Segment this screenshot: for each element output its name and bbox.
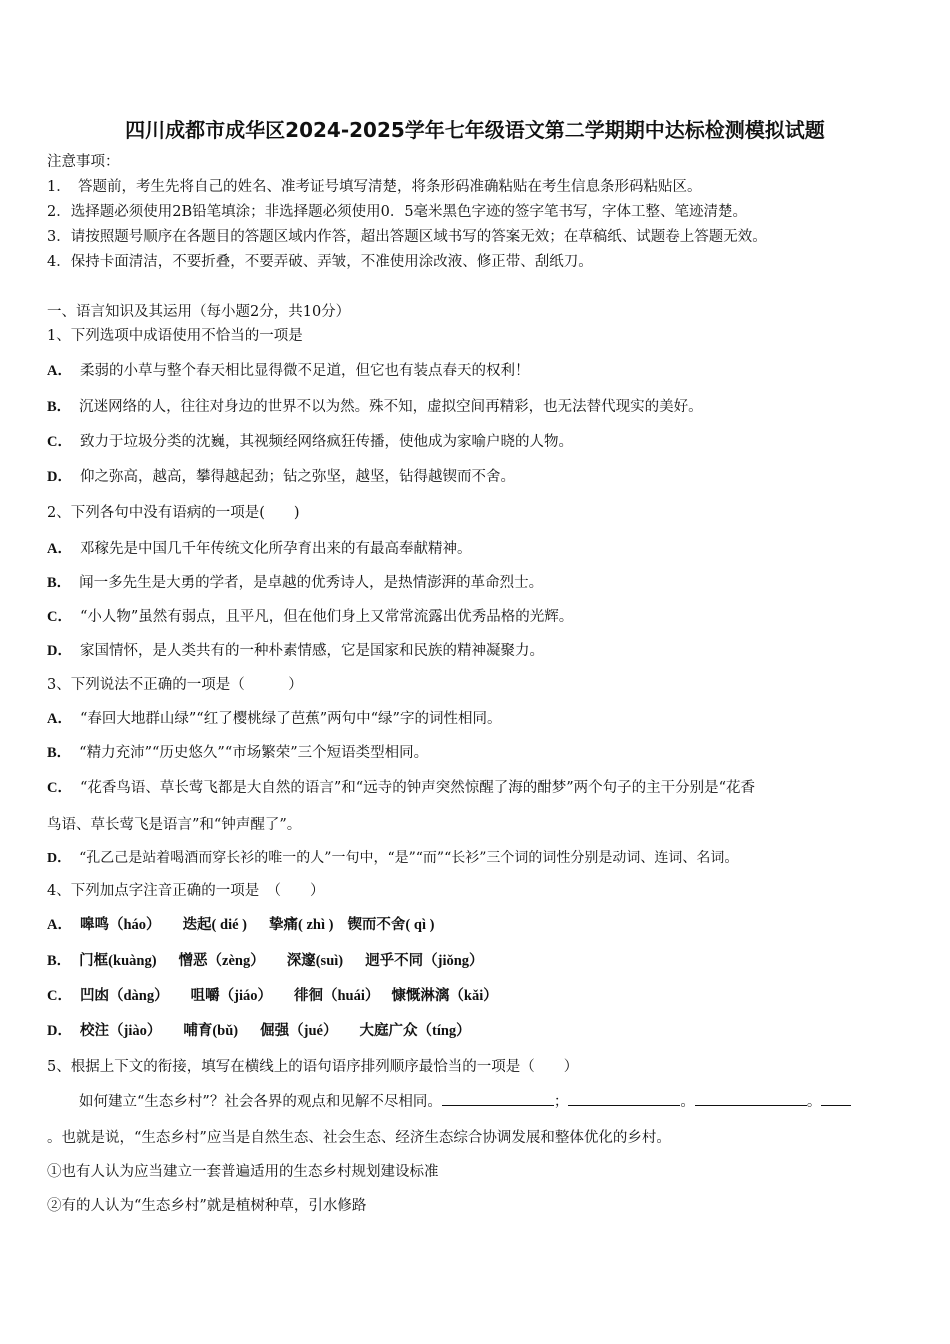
option-row	[47, 539, 471, 559]
pinyin-item: 门框(kuàng)	[79, 953, 157, 969]
pinyin-item: 慷慨淋漓（kǎi）	[391, 988, 498, 1004]
option-text: “春回大地群山绿”“红了樱桃绿了芭蕉”两句中“绿”字的词性相同。	[79, 711, 502, 727]
pinyin-item: 倔强（jué）	[260, 1023, 338, 1039]
pinyin-item: 嗥鸣（háo）	[79, 917, 161, 933]
option-row	[47, 986, 498, 1006]
option-label: C．	[47, 609, 72, 625]
pinyin-item: 大庭广众（tíng）	[359, 1023, 471, 1039]
pinyin-item: 咀嚼（jiáo）	[190, 988, 272, 1004]
pinyin-item: 哺育(bǔ)	[183, 1023, 239, 1039]
question-stem-1: 1、下列选项中成语使用不恰当的一项是	[47, 328, 303, 344]
option-text: 致力于垃圾分类的沈巍，其视频经网络疯狂传播，使他成为家喻户晓的人物。	[79, 434, 573, 450]
option-row	[47, 778, 755, 798]
option-row-continued	[47, 815, 301, 835]
fill-blank	[442, 1091, 554, 1106]
option-label: A．	[47, 711, 72, 727]
option-label: D．	[47, 851, 72, 866]
option-label: D．	[47, 469, 72, 485]
option-label: B．	[47, 399, 72, 415]
option-text: “孔乙己是站着喝酒而穿长衫的唯一的人”一句中，“是”“而”“长衫”三个词的词性分别是动词、连词、名词。	[79, 850, 739, 866]
notice-heading: 注意事项：	[47, 154, 120, 170]
pinyin-item: 迥乎不同（jiǒng）	[365, 953, 484, 969]
passage-line: 。也就是说，“生态乡村”应当是自然生态、社会生态、经济生态综合协调发展和整体优化的乡村。	[47, 1130, 671, 1146]
option-text: 仰之弥高，越高，攀得越起劲；钻之弥坚，越坚，钻得越锲而不舍。	[79, 469, 515, 485]
option-label: C．	[47, 434, 72, 450]
pinyin-item: 校注（jiào）	[79, 1023, 162, 1039]
question-stem-4: 4、下列加点字注音正确的一项是 （ ）	[47, 883, 325, 899]
notice-item: 1． 答题前，考生先将自己的姓名、准考证号填写清楚，将条形码准确粘贴在考生信息条形码粘贴区。	[47, 179, 702, 195]
ordering-item: ②有的人认为“生态乡村”就是植树种草，引水修路	[47, 1198, 367, 1214]
option-label: A．	[47, 363, 72, 379]
option-text: 柔弱的小草与整个春天相比显得微不足道，但它也有装点春天的权利！	[79, 363, 530, 379]
option-row	[47, 641, 544, 661]
option-row	[47, 951, 484, 971]
option-row	[47, 432, 573, 452]
pinyin-item: 徘徊（huái）	[293, 988, 380, 1004]
option-text: 鸟语、草长莺飞是语言”和“钟声醒了”。	[47, 817, 302, 833]
option-label: A．	[47, 917, 72, 933]
option-label: A．	[47, 541, 72, 557]
option-label: D．	[47, 643, 72, 659]
option-row	[47, 361, 529, 381]
punctuation: 。	[806, 1094, 822, 1110]
option-text: 邓稼先是中国几千年传统文化所孕育出来的有最高奉献精神。	[79, 541, 472, 557]
option-row	[47, 397, 703, 417]
passage-line	[79, 1091, 851, 1112]
fill-blank	[821, 1091, 851, 1106]
pinyin-item: 锲而不舍( qì )	[347, 917, 435, 933]
option-label: C．	[47, 988, 72, 1004]
option-text: “花香鸟语、草长莺飞都是大自然的语言”和“远寺的钟声突然惊醒了海的酣梦”两个句子的主干分别是“花香	[79, 780, 756, 796]
option-label: D．	[47, 1023, 72, 1039]
notice-item: 3．请按照题号顺序在各题目的答题区域内作答，超出答题区域书写的答案无效；在草稿纸、试题卷上答题无效。	[47, 229, 767, 245]
option-text: 家国情怀，是人类共有的一种朴素情感，它是国家和民族的精神凝聚力。	[79, 643, 544, 659]
fill-blank	[695, 1091, 807, 1106]
option-row	[47, 467, 515, 487]
pinyin-item: 深邃(suì)	[286, 953, 344, 969]
page-title: 四川成都市成华区2024-2025学年七年级语文第二学期期中达标检测模拟试题	[125, 118, 825, 142]
option-row	[47, 573, 543, 593]
pinyin-item: 迭起( dié )	[182, 917, 247, 933]
option-row	[47, 848, 738, 869]
punctuation: 。	[680, 1094, 695, 1110]
fill-blank	[568, 1091, 680, 1106]
option-row	[47, 607, 573, 627]
option-label: C．	[47, 780, 72, 796]
option-label: B．	[47, 745, 72, 761]
pinyin-item: 挚痛( zhì )	[269, 917, 334, 933]
option-text: 闻一多先生是大勇的学者，是卓越的优秀诗人，是热情澎湃的革命烈士。	[79, 575, 544, 591]
pinyin-item: 憎恶（zèng）	[178, 953, 265, 969]
question-stem-2: 2、下列各句中没有语病的一项是( )	[47, 505, 300, 521]
notice-item: 2．选择题必须使用2B铅笔填涂；非选择题必须使用0．5毫米黑色字迹的签字笔书写，字体工整、笔迹清楚。	[47, 204, 748, 220]
option-text: “精力充沛”“历史悠久”“市场繁荣”三个短语类型相同。	[79, 745, 429, 761]
pinyin-item: 凹凼（dàng）	[79, 988, 169, 1004]
option-row	[47, 915, 434, 935]
option-label: B．	[47, 575, 72, 591]
option-row	[47, 709, 501, 729]
passage-text: 如何建立“生态乡村”？社会各界的观点和见解不尽相同。	[79, 1094, 442, 1110]
option-text: 沉迷网络的人，往往对身边的世界不以为然。殊不知，虚拟空间再精彩，也无法替代现实的美好。	[79, 399, 703, 415]
punctuation: ；	[553, 1094, 569, 1110]
question-stem-5: 5、根据上下文的衔接，填写在横线上的语句语序排列顺序最恰当的一项是（ ）	[47, 1059, 579, 1075]
option-label: B．	[47, 953, 72, 969]
option-row	[47, 743, 428, 763]
option-text: “小人物”虽然有弱点，且平凡，但在他们身上又常常流露出优秀品格的光辉。	[79, 609, 574, 625]
option-row	[47, 1021, 471, 1041]
question-stem-3: 3、下列说法不正确的一项是（ ）	[47, 677, 303, 693]
section-heading: 一、语言知识及其运用（每小题2分，共10分）	[47, 304, 351, 320]
ordering-item: ①也有人认为应当建立一套普遍适用的生态乡村规划建设标准	[47, 1164, 439, 1180]
notice-item: 4．保持卡面清洁，不要折叠，不要弄破、弄皱，不准使用涂改液、修正带、刮纸刀。	[47, 254, 593, 270]
